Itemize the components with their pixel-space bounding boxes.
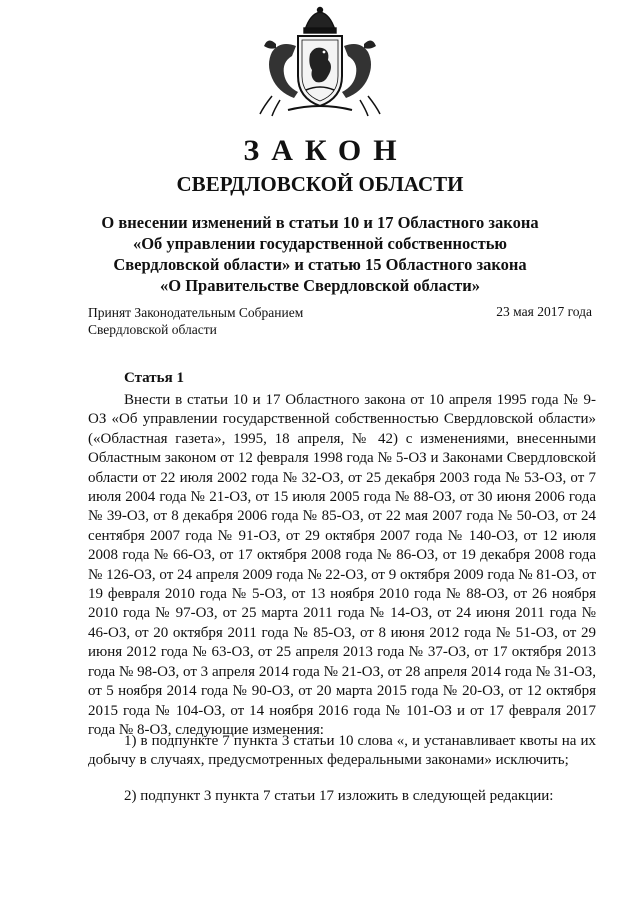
region-title: СВЕРДЛОВСКОЙ ОБЛАСТИ [176, 172, 464, 196]
coat-of-arms-icon [258, 6, 382, 118]
subject-line: «О Правительстве Свердловской области» [159, 276, 481, 295]
article-item-2: 2) подпункт 3 пункта 7 статьи 17 изложить в следующей редакции: [124, 788, 554, 804]
law-subject [100, 212, 540, 296]
adopted-by [88, 304, 303, 338]
adoption-date: 23 мая 2017 года [496, 304, 592, 319]
subject-line: О внесении изменений в статьи 10 и 17 Областного закона [101, 213, 539, 232]
adopted-by-line: Принят Законодательным Собранием [88, 305, 304, 320]
subject-line: Свердловской области» и статью 15 Областного закона [113, 255, 527, 274]
article-intro-paragraph: Внести в статьи 10 и 17 Областного закона от 10 апреля 1995 года № 9-ОЗ «Об управлении государственной собственностью Свердловской области» («Областная газета», 1995, 18 апреля, № 42) с изменениями, внесенными Областным законом от 12 февраля 1998 года № 5-ОЗ и Законами Свердловской области от 22 июля 2002 года № 32-ОЗ, от 25 декабря 2003 года № 53-ОЗ, от 7 июля 2004 года № 21-ОЗ, от 15 июля 2005 года № 88-ОЗ, от 30 июня 2006 года № 39-ОЗ, от 8 декабря 2006 года № 85-ОЗ, от 22 мая 2007 года № 50-ОЗ, от 24 сентября 2007 года № 91-ОЗ, от 29 октября 2007 года № 140-ОЗ, от 12 июля 2008 года № 66-ОЗ, от 17 октября 2008 года № 86-ОЗ, от 19 декабря 2008 года № 126-ОЗ, от 24 апреля 2009 года № 22-ОЗ, от 9 октября 2009 года № 81-ОЗ, от 19 февраля 2010 года № 5-ОЗ, от 13 ноября 2010 года № 88-ОЗ, от 26 ноября 2010 года № 97-ОЗ, от 25 марта 2011 года № 14-ОЗ, от 24 июня 2011 года № 46-ОЗ, от 20 октября 2011 года № 85-ОЗ, от 8 июня 2012 года № 51-ОЗ, от 29 июня 2012 года № 63-ОЗ, от 25 апреля 2013 года № 37-ОЗ, от 17 октября 2013 года № 98-ОЗ, от 3 апреля 2014 года № 21-ОЗ, от 28 апреля 2014 года № 31-ОЗ, от 5 ноября 2014 года № 90-ОЗ, от 20 марта 2015 года № 20-ОЗ, от 12 октября 2015 года № 104-ОЗ, от 14 ноября 2016 года № 101-ОЗ и от 17 февраля 2017 года № 8-ОЗ, следующие изменения: [88, 392, 596, 738]
article-heading: Статья 1 [124, 370, 184, 386]
adopted-by-line: Свердловской области [88, 322, 217, 337]
law-title: ЗАКОН [243, 134, 409, 167]
article-item-1: 1) в подпункте 7 пункта 3 статьи 10 слова «, и устанавливает квоты на их добычу в случаях, предусмотренных федеральными законами» исключить; [88, 733, 596, 769]
subject-line: «Об управлении государственной собственностью [132, 234, 508, 253]
